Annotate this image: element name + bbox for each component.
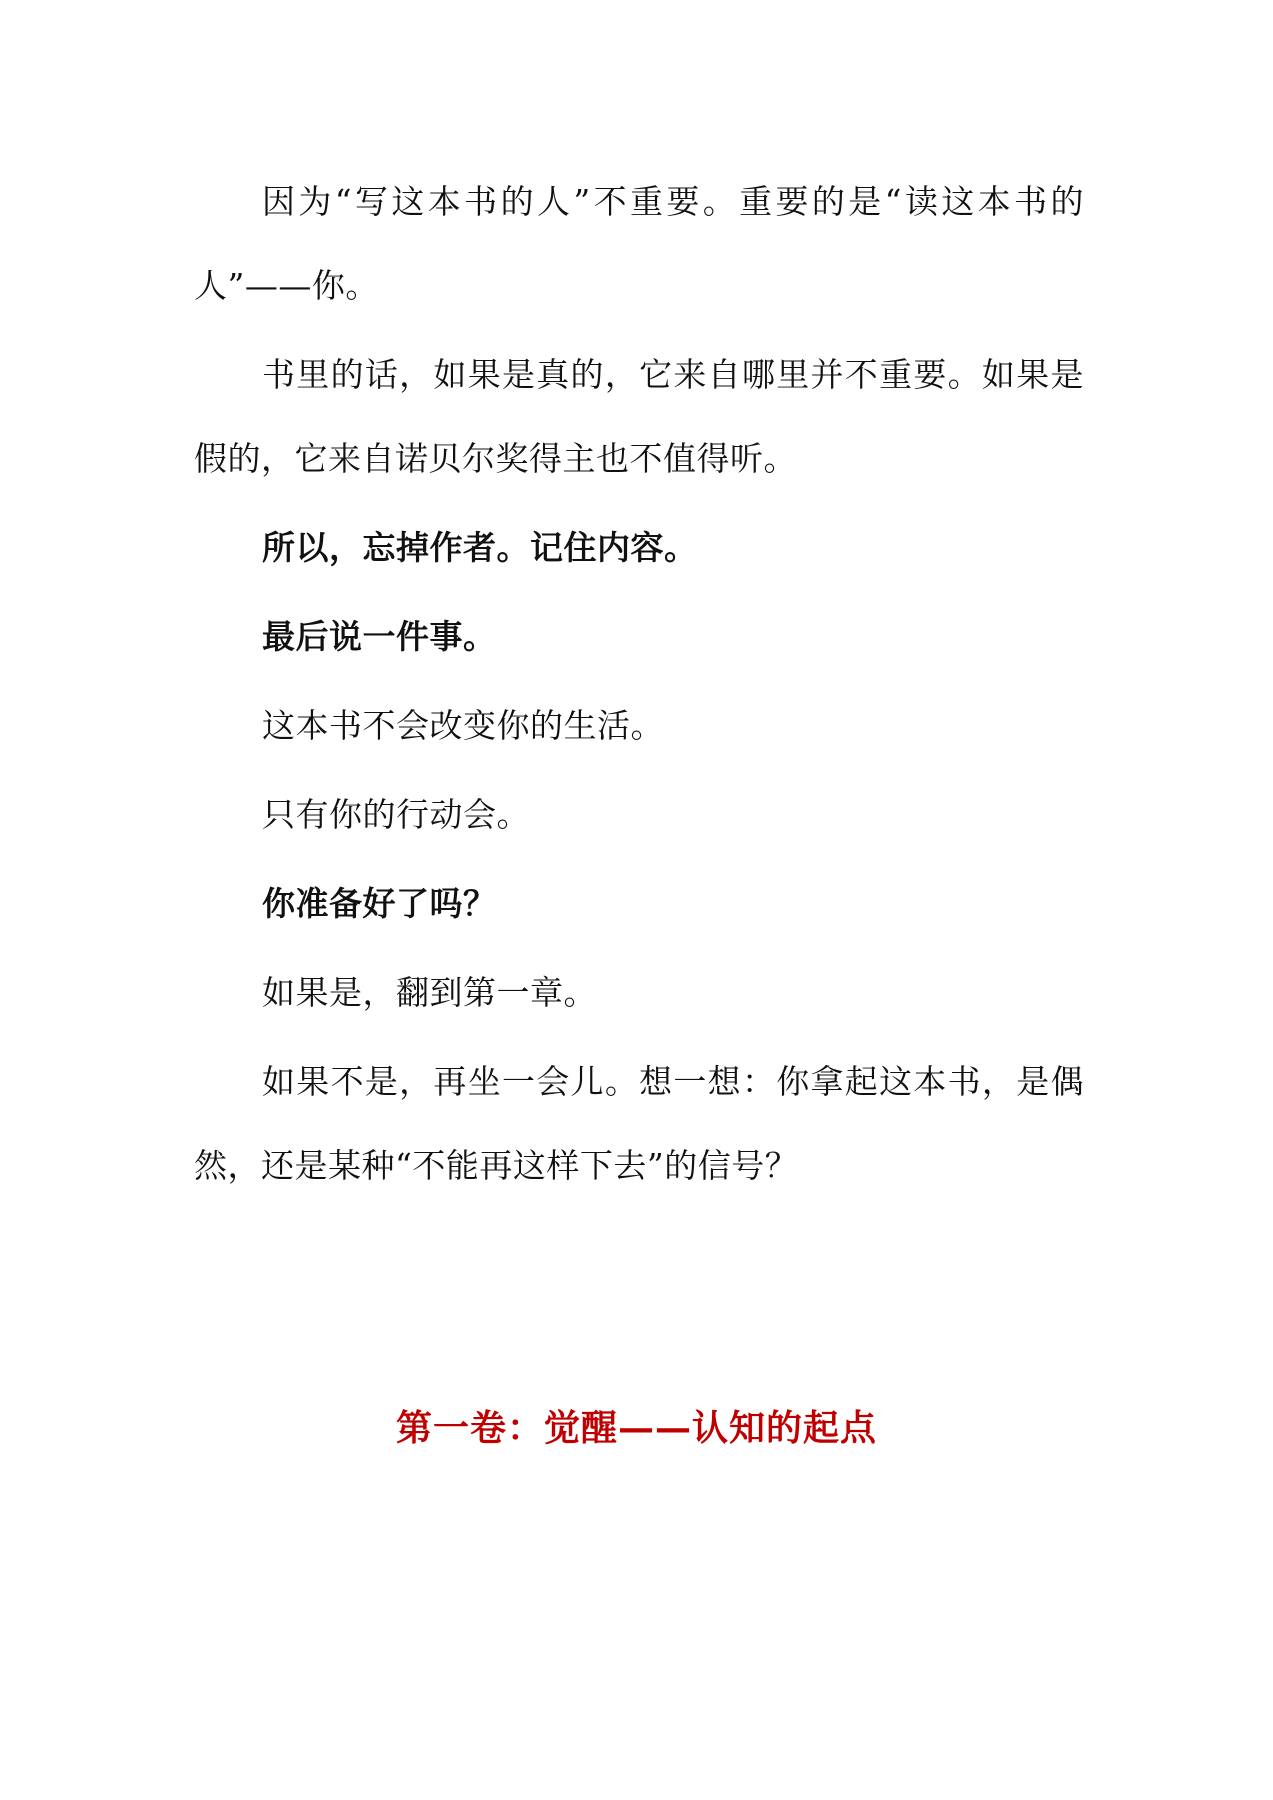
bold-paragraph: 最后说一件事。 <box>262 617 497 656</box>
paragraph: 书里的话，如果是真的，它来自哪里并不重要。如果是假的，它来自诺贝尔奖得主也不值得听。 <box>194 355 1084 478</box>
bold-paragraph: 所以，忘掉作者。记住内容。 <box>262 528 698 567</box>
paragraph: 因为“写这本书的人”不重要。重要的是“读这本书的人”——你。 <box>194 182 1084 305</box>
body-text <box>194 160 1084 1213</box>
paragraph: 这本书不会改变你的生活。 <box>262 706 664 745</box>
paragraph: 如果是，翻到第一章。 <box>262 973 597 1012</box>
paragraph: 如果不是，再坐一会儿。想一想：你拿起这本书，是偶然，还是某种“不能再这样下去”的信号？ <box>194 1062 1084 1185</box>
bold-paragraph: 你准备好了吗？ <box>262 884 497 923</box>
volume-title: 第一卷：觉醒——认知的起点 <box>395 1407 877 1449</box>
paragraph: 只有你的行动会。 <box>262 795 530 834</box>
